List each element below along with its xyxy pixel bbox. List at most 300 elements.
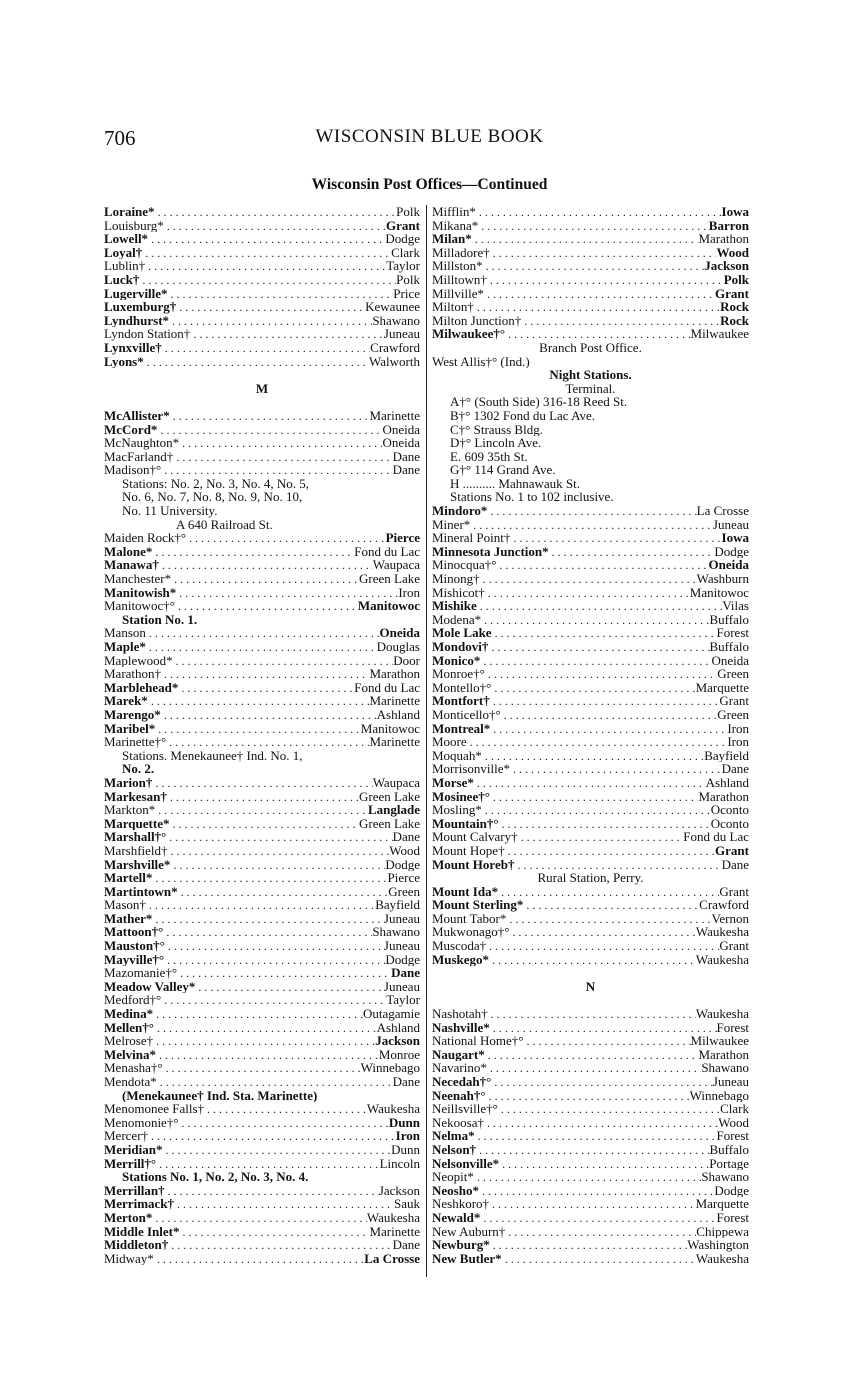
county-name: Polk (396, 272, 420, 287)
dot-leader (156, 1049, 379, 1062)
post-office-entry (104, 993, 420, 1007)
dot-leader (474, 1171, 701, 1184)
dot-leader (484, 1117, 718, 1130)
dot-leader (510, 532, 721, 545)
post-office-entry (432, 531, 749, 545)
post-office-entry (104, 1197, 420, 1211)
county-name: Waukesha (366, 1102, 420, 1116)
county-name: Oneida (711, 653, 749, 668)
county-name: Iowa (721, 531, 749, 545)
post-office-entry (432, 314, 749, 328)
post-office-entry (104, 287, 420, 301)
dot-leader (177, 967, 391, 980)
county-name: Milwaukee (690, 327, 749, 341)
dot-leader (154, 1253, 364, 1266)
post-office-name: Marion† (104, 775, 153, 790)
county-name: Milwaukee (690, 1034, 749, 1048)
dot-leader (179, 1226, 369, 1239)
post-office-entry (432, 219, 749, 233)
county-name: La Crosse (696, 504, 749, 518)
dot-leader (155, 206, 397, 219)
post-office-entry (104, 1252, 420, 1266)
post-office-entry (104, 300, 420, 314)
post-office-entry (104, 259, 420, 273)
post-office-entry (432, 694, 749, 708)
post-office-name: Naugart* (432, 1047, 485, 1062)
county-name: Dane (392, 830, 420, 844)
county-name: Bayfield (704, 748, 749, 763)
dot-leader (152, 1212, 367, 1225)
station-note: E. 609 35th St. (450, 449, 528, 464)
post-office-name: Meridian* (104, 1142, 163, 1157)
dot-leader (165, 1185, 379, 1198)
post-office-name: National Home†° (432, 1034, 524, 1048)
county-name: Fond du Lac (683, 830, 749, 844)
post-office-name: Nelma* (432, 1129, 475, 1143)
post-office-entry (104, 925, 420, 939)
post-office-name: Maiden Rock†° (104, 531, 187, 545)
post-office-name: Mount Sterling* (432, 898, 524, 912)
dot-leader (480, 655, 711, 668)
post-office-name: Menomonee Falls† (104, 1102, 205, 1116)
station-note: Stations No. 1, No. 2, No. 3, No. 4. (122, 1170, 309, 1184)
county-name: Price (393, 286, 420, 301)
post-office-entry (104, 1048, 420, 1062)
dot-leader (176, 301, 365, 314)
post-office-entry (104, 1129, 420, 1143)
dot-leader (157, 1076, 393, 1089)
county-name: Monroe (378, 1047, 420, 1062)
dot-leader (509, 926, 695, 939)
county-name: Wood (716, 245, 749, 260)
post-office-entry (104, 980, 420, 994)
county-name: Bayfield (375, 898, 420, 912)
dot-leader (480, 1212, 716, 1225)
dot-leader (142, 247, 391, 260)
dot-leader (171, 573, 359, 586)
dot-leader (157, 424, 382, 437)
county-name: Dodge (385, 952, 420, 967)
station-note: B†° 1302 Fond du Lac Ave. (450, 408, 596, 423)
post-office-name: Mosinee†° (432, 789, 490, 804)
station-note: Branch Post Office. (539, 340, 642, 355)
dot-leader (490, 723, 727, 736)
dot-leader (159, 559, 373, 572)
post-office-name: New Auburn† (432, 1224, 506, 1239)
dot-leader (161, 994, 386, 1007)
post-office-entry (104, 830, 420, 844)
county-name: Dodge (714, 1183, 749, 1198)
dot-leader (163, 1062, 361, 1075)
county-name: Pierce (387, 871, 420, 885)
county-name: Manitowoc (357, 599, 420, 613)
post-office-name: Milan* (432, 232, 472, 246)
post-office-entry (432, 599, 749, 613)
post-office-entry (432, 1129, 749, 1143)
county-name: Marathon (369, 667, 420, 681)
county-name: Iron (727, 735, 749, 749)
dot-leader (146, 641, 377, 654)
post-office-name: Lyndon Station† (104, 327, 191, 341)
post-office-name: Necedah†° (432, 1075, 492, 1089)
post-office-name: Neshkoro† (432, 1197, 490, 1211)
post-office-entry (432, 1225, 749, 1239)
station-note: No. 6, No. 7, No. 8, No. 9, No. 10, (122, 490, 303, 505)
post-office-name: Montfort† (432, 694, 490, 708)
post-office-entry (432, 858, 749, 872)
dot-leader (168, 845, 390, 858)
dot-leader (179, 437, 382, 450)
dot-leader (523, 899, 699, 912)
post-office-entry (104, 667, 420, 681)
dot-leader (145, 260, 386, 273)
county-name: Dodge (385, 232, 420, 246)
county-name: Juneau (383, 911, 420, 926)
dot-leader (505, 845, 715, 858)
post-office-entry (104, 790, 420, 804)
post-office-name: Merrillan† (104, 1183, 165, 1198)
post-office-entry (104, 1034, 420, 1048)
dot-leader (484, 288, 715, 301)
dot-leader (153, 1035, 375, 1048)
county-name: Juneau (712, 1075, 749, 1089)
dot-leader (475, 1130, 717, 1143)
post-office-entry (432, 803, 749, 817)
post-office-entry (104, 205, 420, 219)
station-note: G†° 114 Grand Ave. (450, 463, 556, 477)
post-office-name: Melvina* (104, 1047, 156, 1062)
post-office-entry (104, 409, 420, 423)
post-office-entry (104, 558, 420, 572)
post-office-entry (104, 953, 420, 967)
post-office-entry (432, 1252, 749, 1266)
dot-leader (487, 274, 724, 287)
post-office-entry (432, 1102, 749, 1116)
post-office-entry (104, 966, 420, 980)
post-office-entry (104, 858, 420, 872)
post-office-entry (104, 450, 420, 464)
dot-leader (505, 1226, 696, 1239)
post-office-entry (104, 939, 420, 953)
post-office-name: Martintown* (104, 884, 178, 899)
post-office-entry (432, 626, 749, 640)
dot-leader (490, 247, 717, 260)
station-note: H .......... Mahnawauk St. (450, 476, 580, 491)
post-office-entry (432, 1061, 749, 1075)
county-name: Grant (715, 286, 749, 301)
post-office-name: Marquette* (104, 816, 170, 831)
county-name: Dane (392, 1238, 420, 1252)
post-office-name: Montello†° (432, 680, 492, 695)
post-office-name: Martell* (104, 871, 153, 885)
county-name: Dodge (385, 857, 420, 872)
post-office-entry (104, 1143, 420, 1157)
dot-leader (487, 505, 696, 518)
post-office-entry (432, 259, 749, 273)
station-note: Terminal. (565, 381, 616, 396)
station-note: A 640 Railroad St. (176, 517, 273, 532)
dot-leader (148, 1130, 396, 1143)
county-name: Waupaca (372, 775, 420, 790)
post-office-entry (104, 1184, 420, 1198)
post-office-name: Loyal† (104, 245, 143, 260)
dot-leader (485, 1049, 699, 1062)
dot-leader (178, 886, 389, 899)
county-name: Green Lake (359, 789, 420, 804)
county-name: Dodge (714, 544, 749, 559)
county-name: Buffalo (709, 1142, 749, 1157)
post-office-name: Monticello†° (432, 707, 501, 722)
dot-leader (470, 519, 713, 532)
dot-leader (186, 532, 385, 545)
county-name: Green (388, 884, 420, 899)
post-office-name: Mount Hope† (432, 843, 505, 858)
post-office-name: Mishike (432, 599, 477, 613)
county-name: Pierce (385, 531, 420, 545)
post-office-name: Moore (432, 735, 467, 749)
county-name: Vilas (722, 599, 749, 613)
post-office-entry (432, 912, 749, 926)
post-office-entry (432, 205, 749, 219)
post-office-entry (104, 871, 420, 885)
dot-leader (505, 328, 690, 341)
dot-leader (478, 220, 709, 233)
dot-leader (178, 682, 354, 695)
post-office-entry (432, 1184, 749, 1198)
post-office-name: Mindoro* (432, 504, 488, 518)
post-office-entry (432, 586, 749, 600)
post-office-name: Marek* (104, 694, 148, 708)
station-note: (Menekaunee† Ind. Sta. Marinette) (122, 1088, 318, 1103)
county-name: Ashland (705, 775, 749, 790)
post-office-entry (432, 1170, 749, 1184)
county-name: Green (717, 667, 749, 681)
post-office-name: Mauston†° (104, 939, 165, 953)
county-name: Waukesha (695, 925, 749, 940)
post-office-name: Lowell* (104, 232, 149, 246)
dot-leader (161, 464, 392, 477)
post-office-name: Louisburg* (104, 218, 164, 233)
post-office-entry (432, 1034, 749, 1048)
dot-leader (152, 546, 354, 559)
county-name: Marquette (695, 1197, 749, 1211)
station-note: Night Stations. (549, 368, 632, 382)
post-office-name: Monroe†° (432, 667, 485, 681)
dot-leader (170, 410, 370, 423)
dot-leader (162, 342, 370, 355)
post-office-name: Nashville* (432, 1020, 490, 1035)
post-office-entry (104, 640, 420, 654)
post-office-name: Luck† (104, 272, 140, 287)
dot-leader (139, 274, 396, 287)
dot-leader (499, 818, 711, 831)
county-name: Juneau (383, 979, 420, 994)
county-name: Shawano (372, 313, 420, 328)
dot-leader (472, 233, 699, 246)
county-name: Grant (386, 218, 420, 233)
dot-leader (169, 818, 359, 831)
post-office-name: Melrose† (104, 1034, 154, 1048)
dot-leader (477, 600, 723, 613)
county-name: Ashland (376, 707, 420, 722)
dot-leader (476, 206, 722, 219)
post-office-name: Manitowoc†° (104, 599, 175, 613)
post-office-entry (432, 545, 749, 559)
post-office-name: Morse* (432, 775, 474, 790)
left-column (104, 205, 420, 1265)
county-name: Forest (716, 1210, 749, 1225)
dot-leader (169, 315, 372, 328)
dot-leader (173, 451, 392, 464)
post-office-name: Nelson† (432, 1142, 477, 1157)
county-name: Juneau (712, 517, 749, 532)
right-column (432, 205, 749, 1265)
county-name: Green (717, 707, 749, 722)
post-office-name: Millston* (432, 259, 483, 273)
dot-leader (148, 695, 370, 708)
county-name: Outagamie (362, 1007, 420, 1021)
post-office-entry (104, 232, 420, 246)
county-name: Marinette (369, 694, 420, 708)
county-name: Iron (727, 721, 749, 736)
county-name: Dane (392, 449, 420, 464)
post-office-name: Marathon† (104, 667, 162, 681)
post-office-name: Navarino* (432, 1061, 487, 1075)
post-office-name: Mondovi† (432, 640, 489, 654)
dot-leader (498, 886, 719, 899)
post-office-name: Minocqua†° (432, 558, 497, 573)
county-name: Taylor (386, 259, 420, 273)
post-office-name: Merrill†° (104, 1156, 157, 1171)
county-name: Oneida (379, 626, 420, 640)
dot-leader (521, 315, 720, 328)
post-office-name: Manitowish* (104, 585, 177, 600)
dot-leader (146, 627, 380, 640)
post-office-entry (432, 1075, 749, 1089)
post-office-name: Menasha†° (104, 1061, 163, 1075)
post-office-entry (104, 599, 420, 613)
post-office-entry (104, 817, 420, 831)
county-name: Ashland (376, 1020, 420, 1035)
dot-leader (195, 981, 384, 994)
dot-leader (514, 859, 721, 872)
county-name: Polk (723, 272, 749, 287)
dot-leader (174, 1198, 394, 1211)
dot-leader (163, 1144, 392, 1157)
county-name: Juneau (383, 327, 420, 341)
county-name: Dane (392, 463, 420, 477)
post-office-entry (104, 1021, 420, 1035)
dot-leader (485, 587, 690, 600)
county-name: Grant (719, 939, 749, 953)
post-office-name: Mountain†° (432, 816, 499, 831)
post-office-name: Lyndhurst* (104, 313, 170, 328)
station-note: Stations: No. 2, No. 3, No. 4, No. 5, (122, 476, 310, 491)
post-office-name: McNaughton* (104, 436, 180, 450)
post-office-name: Moquah* (432, 748, 482, 763)
post-office-name: Mukwonago†° (432, 925, 510, 940)
post-office-name: Milton† (432, 300, 474, 314)
county-name: Iron (398, 585, 420, 600)
page-number: 706 (104, 126, 136, 150)
dot-leader (489, 954, 696, 967)
spacer (104, 395, 420, 409)
dot-leader (488, 641, 709, 654)
county-name: Marinette (369, 735, 420, 749)
dot-leader (490, 695, 720, 708)
post-office-entry (104, 1075, 420, 1089)
station-note: A†° (South Side) 316-18 Reed St. (450, 395, 628, 409)
county-name: Chippewa (696, 1224, 749, 1239)
dot-leader (146, 899, 375, 912)
post-office-name: Maplewood* (104, 653, 173, 668)
dot-leader (510, 763, 722, 776)
post-office-entry (104, 246, 420, 260)
county-name: Grant (719, 884, 749, 899)
post-office-entry (104, 1061, 420, 1075)
post-office-entry (432, 1157, 749, 1171)
post-office-entry (432, 722, 749, 736)
dot-leader (164, 220, 386, 233)
spacer (432, 966, 749, 980)
post-office-name: Minnesota Junction* (432, 544, 549, 559)
post-office-name: Mercer† (104, 1129, 149, 1143)
county-name: Winnebago (689, 1088, 749, 1103)
post-office-name: Modena* (432, 612, 482, 627)
post-office-name: Mason† (104, 898, 146, 912)
post-office-entry (104, 722, 420, 736)
county-name: Fond du Lac (354, 544, 420, 559)
post-office-name: Lublin† (104, 259, 146, 273)
dot-leader (166, 831, 392, 844)
post-office-entry (432, 830, 749, 844)
post-office-name: Muscoda† (432, 939, 487, 953)
dot-leader (490, 1239, 687, 1252)
dot-leader (518, 831, 684, 844)
county-name: Manitowoc (689, 585, 749, 600)
post-office-name: Neosho* (432, 1183, 479, 1198)
post-office-entry (432, 667, 749, 681)
dot-leader (491, 682, 695, 695)
county-name: Winnebago (360, 1061, 420, 1075)
station-note: Station No. 1. (122, 612, 198, 627)
dot-leader (549, 546, 715, 559)
county-name: Oneida (382, 436, 420, 450)
dot-leader (167, 791, 359, 804)
post-office-entry (104, 545, 420, 559)
dot-leader (173, 655, 394, 668)
county-name: Vernon (711, 911, 749, 926)
post-office-name: Luxemburg† (104, 300, 177, 314)
dot-leader (175, 600, 358, 613)
post-office-name: Montreal* (432, 721, 491, 736)
post-office-entry (432, 681, 749, 695)
dot-leader (204, 1103, 367, 1116)
county-name: Barron (708, 218, 749, 233)
post-office-name: Marshfield† (104, 843, 168, 858)
post-office-name: Merton* (104, 1210, 153, 1225)
post-office-entry (104, 314, 420, 328)
county-name: Kewaunee (365, 300, 420, 314)
post-office-name: Menomonie†° (104, 1115, 179, 1130)
post-office-name: Milltown† (432, 272, 487, 287)
post-office-entry (432, 885, 749, 899)
dot-leader (486, 940, 719, 953)
running-title: WISCONSIN BLUE BOOK (315, 126, 544, 147)
post-office-name: Lynxville† (104, 340, 162, 355)
post-office-entry (432, 287, 749, 301)
dot-leader (168, 1239, 392, 1252)
